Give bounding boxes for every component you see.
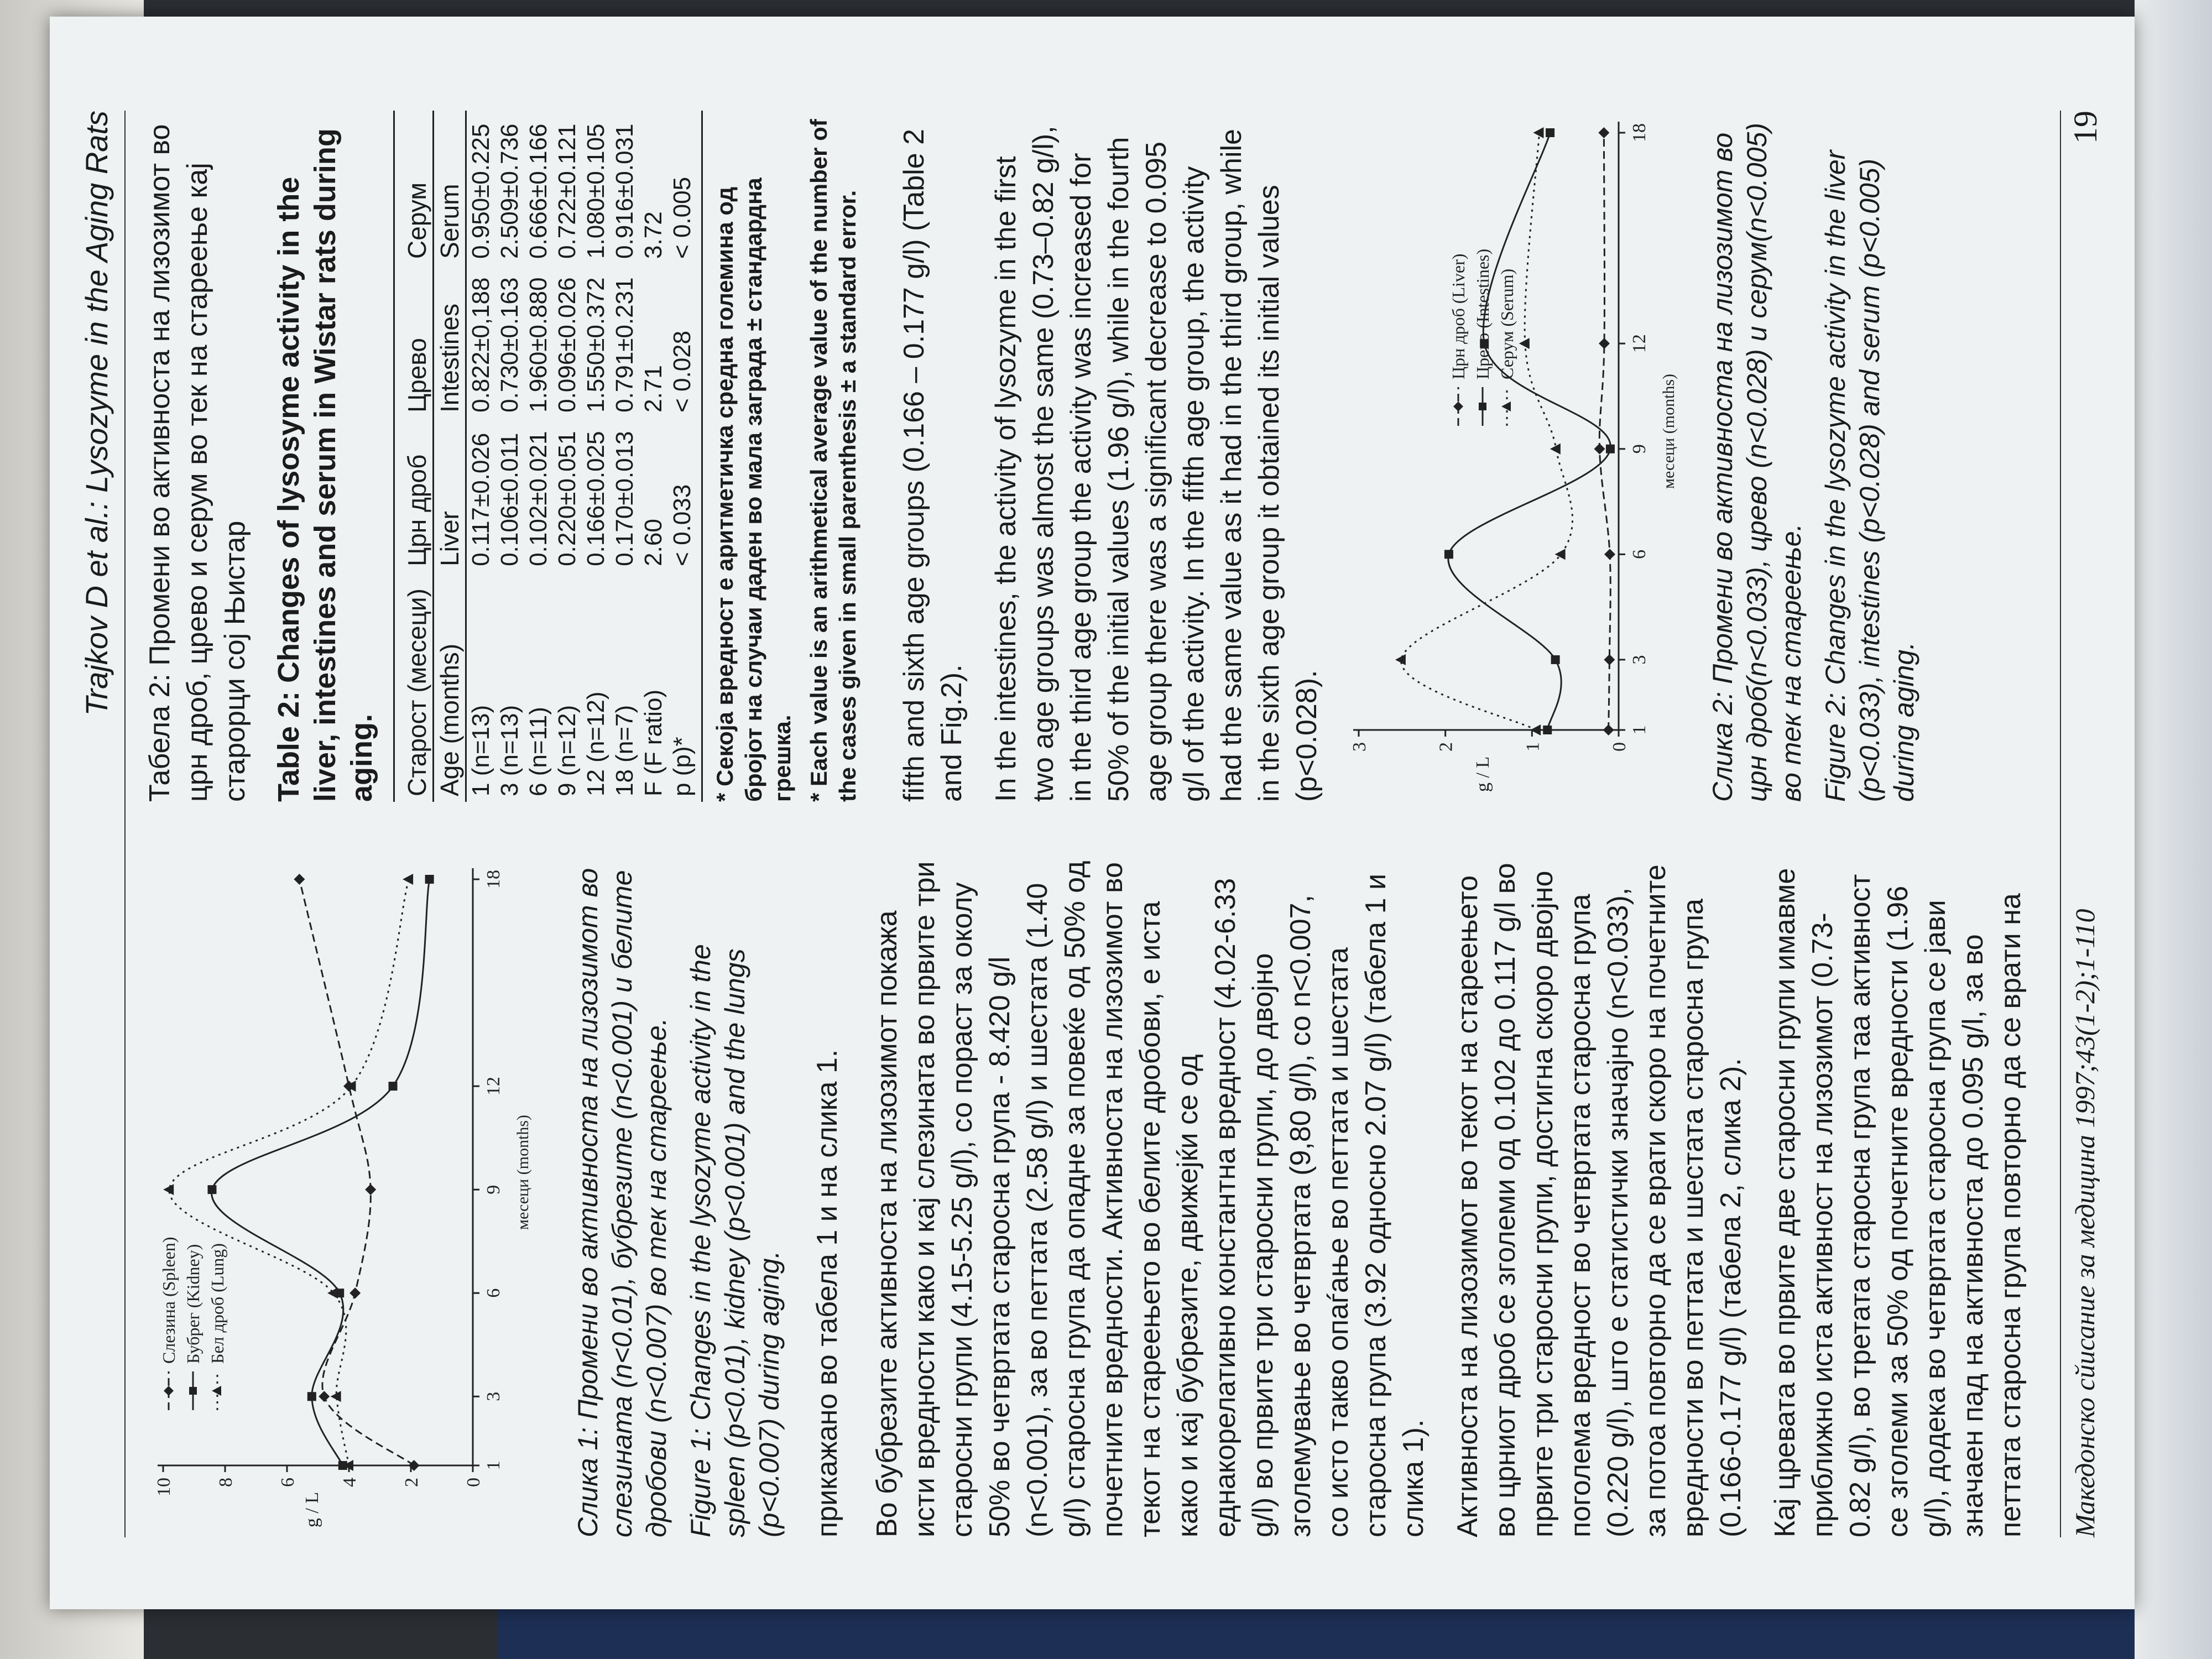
legend-marker — [1501, 401, 1511, 411]
series-line — [169, 879, 409, 1465]
legend-marker — [189, 1387, 197, 1395]
legend-marker — [1453, 401, 1463, 411]
background-bottom — [498, 1604, 2212, 1659]
data-point — [1598, 127, 1609, 138]
paragraph-left-1: прикажано во табела 1 и на слика 1. — [811, 1049, 843, 1537]
table-cell: 1.080±0.105 — [582, 123, 609, 259]
x-tick-label: 18 — [483, 870, 504, 889]
data-point — [1594, 444, 1605, 455]
running-title: Trajkov D et al.: Lysozyme in the Aging Rats — [79, 111, 114, 716]
table-cell: 0.722±0.121 — [554, 123, 581, 259]
table-cell: 0.106±0.011 — [496, 432, 523, 566]
table-row — [466, 111, 496, 802]
table-cell: < 0.028 — [668, 264, 702, 418]
data-point — [207, 1185, 216, 1194]
table-cell: 12 (n=12) — [582, 691, 609, 796]
data-point — [163, 1184, 174, 1195]
right-column — [141, 111, 1931, 802]
data-point — [1551, 655, 1560, 664]
data-point — [1533, 127, 1543, 138]
table-note-en: * Each value is an arithmetical average value of the number of the cases given in small parenthesis ± a standard error. — [806, 119, 860, 802]
table-cell: 0.666±0.166 — [525, 123, 552, 259]
table-cell: 2.71 — [640, 365, 667, 413]
x-tick-label: 1 — [1629, 725, 1650, 735]
data-point — [1546, 128, 1554, 137]
data-point — [1599, 338, 1610, 349]
table-header-mk — [394, 111, 434, 802]
x-tick-label: 6 — [1629, 549, 1650, 559]
x-tick-label: 3 — [1629, 655, 1650, 665]
table-cell: 0.220±0.051 — [554, 431, 581, 566]
data-point — [1606, 445, 1615, 453]
data-point — [1604, 549, 1615, 560]
paragraph-left-2: Во бубрезите активноста на лизозимот покажа исти вредности како и кај слезината во првите три старосни групи (4.15-5.25 g/l), со пораст за околу 50% во четвртата старосна група - 8.420 g/l (n<0.001), за во петтата (2.58 g/l) и шестата (1.40 g/l) старосна група да опадне за повеќе од 50% од почетните вредности. Активноста на лизозимот во текот на стареењето во белите дробови, е иста како и кај бубрезите, движејќи се од еднакорелативно константна вредност (4.02-6.33 g/l) во првите три старосни групи, до двојно зголемување во четвртата (9,80 g/l), со n<0.007, со исто такво опаѓање во петтата и шестата старосна група (3.92 односно 2.07 g/l) (табела 1 и слика 1). — [871, 860, 1430, 1537]
table-cell: 6 (n=11) — [525, 707, 552, 796]
data-point — [389, 1082, 398, 1091]
x-tick-label: 12 — [1629, 334, 1650, 353]
data-point — [1555, 549, 1566, 560]
table-cell: < 0.033 — [668, 418, 702, 572]
table-cell: 1.960±0.880 — [525, 277, 552, 413]
y-tick-label: 3 — [1349, 742, 1370, 752]
figure-2-caption-en: Figure 2: Changes in the lysozyme activity in the liver (p<0.033), intestines (p<0.028) and serum (p<0.005) during aging. — [1820, 150, 1919, 802]
y-tick-label: 4 — [340, 1478, 360, 1487]
series-line — [1401, 133, 1573, 730]
table-row — [524, 111, 553, 802]
figure-2-caption-mk: Слика 2: Промени во активноста на лизозимот во црн дроб(n<0.033), црево (n<0.028) и серум(n<0.005) во тек на стареење. — [1707, 123, 1807, 802]
table-cell: 0.730±0.163 — [496, 277, 523, 413]
table-cell: 0.117±0.026 — [467, 432, 494, 566]
table-row — [668, 111, 702, 802]
table-cell: 1 (n=13) — [467, 705, 494, 796]
table-cell: p (p)* — [668, 572, 702, 802]
table-cell: 0.822±0,188 — [467, 277, 494, 413]
table-cell: 0.102±0.021 — [525, 431, 552, 566]
table-cell: 0.791±0.231 — [611, 277, 638, 413]
table-header-cell: Age (months) — [434, 572, 466, 802]
series-line — [1448, 133, 1610, 730]
y-tick-label: 0 — [1609, 742, 1630, 752]
x-tick-label: 1 — [483, 1460, 504, 1470]
table-cell: 18 (n=7) — [611, 705, 638, 796]
legend-label: Црн дроб (Liver) — [1448, 253, 1468, 379]
left-column — [141, 857, 2046, 1537]
table-cell: 9 (n=12) — [554, 705, 581, 796]
x-tick-label: 9 — [483, 1185, 504, 1194]
data-point — [327, 1287, 338, 1298]
table-cell: 3 (n=13) — [496, 705, 523, 796]
table-row — [639, 111, 668, 802]
data-point — [319, 1391, 330, 1402]
legend-marker — [212, 1386, 221, 1396]
table-cell: 3.72 — [640, 211, 667, 259]
table-row — [495, 111, 524, 802]
x-tick-label: 3 — [483, 1391, 504, 1401]
y-tick-label: 6 — [278, 1478, 298, 1487]
table-header-cell: Intestines — [434, 264, 466, 418]
table-row — [582, 111, 611, 802]
data-point — [425, 875, 434, 884]
table-cell: 0.950±0.225 — [467, 123, 494, 259]
paper-sheet — [50, 17, 2135, 1609]
paragraph-right-1: fifth and sixth age groups (0.166 – 0.177 g/l) (Table 2 and Fig.2). — [898, 129, 968, 802]
legend-marker — [1479, 403, 1486, 410]
table-row — [611, 111, 639, 802]
journal-page — [58, 50, 2126, 1598]
table-header-cell: Liver — [434, 418, 466, 572]
data-point — [349, 1287, 361, 1298]
table-header-en — [434, 111, 466, 802]
table-2 — [393, 111, 703, 802]
series-line — [212, 879, 430, 1465]
table-cell: < 0.005 — [668, 111, 702, 264]
background-right — [2135, 0, 2212, 1659]
table-2-caption-en: Table 2: Changes of lysosyme activity in the liver, intestines and serum in Wistar rats during aging. — [272, 128, 378, 802]
table-cell: 1.550±0.372 — [582, 277, 609, 413]
paragraph-right-2: In the intestines, the activity of lysozyme in the first two age groups was almost the same (0.73–0.82 g/l), in the third age group the activity was increased for 50% of the initial values (1.96 g/l), while in the fourth age group there was a significant decrease to 0.095 g/l of the activity. In the fifth age group, the activity had the same value as it had in the third group, while in the sixth age group it obtained its initial values (p<0.028). — [990, 126, 1323, 802]
paragraph-left-3: Активноста на лизозимот во текот на стареењето во црниот дроб се зголеми од 0.102 до 0.117 g/l во првите три старосни групи, достигна скоро двојно поголема вредност во четвртата старосна група (0.220 g/l), што е статистички значајно (n<0.033), за потоа повторно да се врати скоро на почетните вредности во петтата и шестата старосна група (0.166-0.177 g/l) (табела 2, слика 2). — [1452, 863, 1747, 1537]
y-tick-label: 2 — [401, 1478, 422, 1487]
legend-label: Бел дроб (Lung) — [207, 1243, 227, 1364]
table-header-cell: Црево — [394, 264, 434, 418]
x-axis-label: месеци (months) — [1660, 374, 1678, 489]
data-point — [1603, 724, 1614, 735]
table-cell: 0.096±0.026 — [554, 277, 581, 413]
y-tick-label: 10 — [154, 1478, 174, 1496]
figure-1-chart — [141, 857, 561, 1537]
y-tick-label: 0 — [463, 1478, 484, 1487]
legend-label: Црево (Intestines) — [1473, 248, 1493, 379]
page-footer — [2060, 111, 2105, 1537]
x-tick-label: 18 — [1629, 123, 1650, 142]
figure-2-chart — [1342, 111, 1696, 802]
paragraph-left-4: Кај цревата во првите две старосни групи имавме приближно иста активност на лизозимот (0.73-0.82 g/l), во третата старосна група таа активност се зголеми за 50% од почетните вредности (1.96 g/l), додека во четвртата старосна група се јави значаен пад на активноста до 0.095 g/l, за во петтата старосна група повторно да се врати на — [1769, 868, 2027, 1537]
table-header-cell: Serum — [434, 111, 466, 264]
page-number: 19 — [2067, 111, 2104, 144]
x-tick-label: 12 — [483, 1077, 504, 1096]
x-axis-label: месеци (months) — [514, 1115, 532, 1230]
table-cell: 0.916±0.031 — [611, 123, 638, 259]
y-tick-label: 2 — [1436, 742, 1457, 752]
x-tick-label: 9 — [1629, 444, 1650, 454]
series-line — [1599, 133, 1610, 730]
y-axis-label: g / L — [302, 1491, 322, 1528]
table-2-caption-mk: Табела 2: Промени во активноста на лизозимот во црн дроб, црево и серум во тек на стареење кај старорци сој Њистар — [144, 124, 251, 802]
data-point — [294, 874, 305, 885]
table-cell: 0.166±0.025 — [582, 431, 609, 566]
figure-1-caption-en: Figure 1: Changes in the lysozyme activity in the spleen (p<0.01), kidney (p<0.001) and the lungs (p<0.007) during aging. — [685, 944, 785, 1537]
journal-citation: Македонско сйисание за медицина 1997;43(1-2);1-110 — [2069, 909, 2100, 1537]
data-point — [1444, 550, 1453, 559]
data-point — [1395, 654, 1406, 665]
table-cell: 2.60 — [640, 519, 667, 566]
data-point — [1519, 338, 1530, 349]
table-header-cell: Серум — [394, 111, 434, 264]
table-header-cell: Црн дроб — [394, 418, 434, 572]
legend-marker — [164, 1386, 174, 1396]
data-point — [365, 1184, 376, 1195]
data-point — [1604, 654, 1615, 665]
data-point — [307, 1392, 316, 1401]
legend-label: Бубрег (Kidney) — [183, 1244, 203, 1364]
table-note-mk: * Секоја вредност е аритметичка средна големина од бројот на случаи даден во мала заграда ± стандардна грешка. — [712, 178, 795, 802]
data-point — [403, 874, 413, 885]
table-cell: 2.509±0.736 — [496, 123, 523, 259]
table-header-cell: Старост (месеци) — [394, 572, 434, 802]
figure-1-caption-mk: Слика 1: Промени во активноста на лизозимот во слезината (n<0.01), бубрезите (n<0.001) и белите дробови (n<0.007) во тек на стареење. — [572, 868, 672, 1537]
table-cell: 0.170±0.013 — [611, 431, 638, 566]
legend-label: Слезина (Spleen) — [159, 1237, 179, 1364]
y-axis-label: g / L — [1473, 756, 1493, 792]
data-point — [1543, 726, 1552, 734]
y-tick-label: 8 — [216, 1478, 236, 1487]
table-row — [553, 111, 582, 802]
running-header — [75, 111, 126, 1537]
legend-label: Серум (Serum) — [1497, 268, 1517, 379]
table-cell: F (F ratio) — [640, 689, 667, 796]
x-tick-label: 6 — [483, 1288, 504, 1298]
y-tick-label: 1 — [1522, 742, 1543, 752]
